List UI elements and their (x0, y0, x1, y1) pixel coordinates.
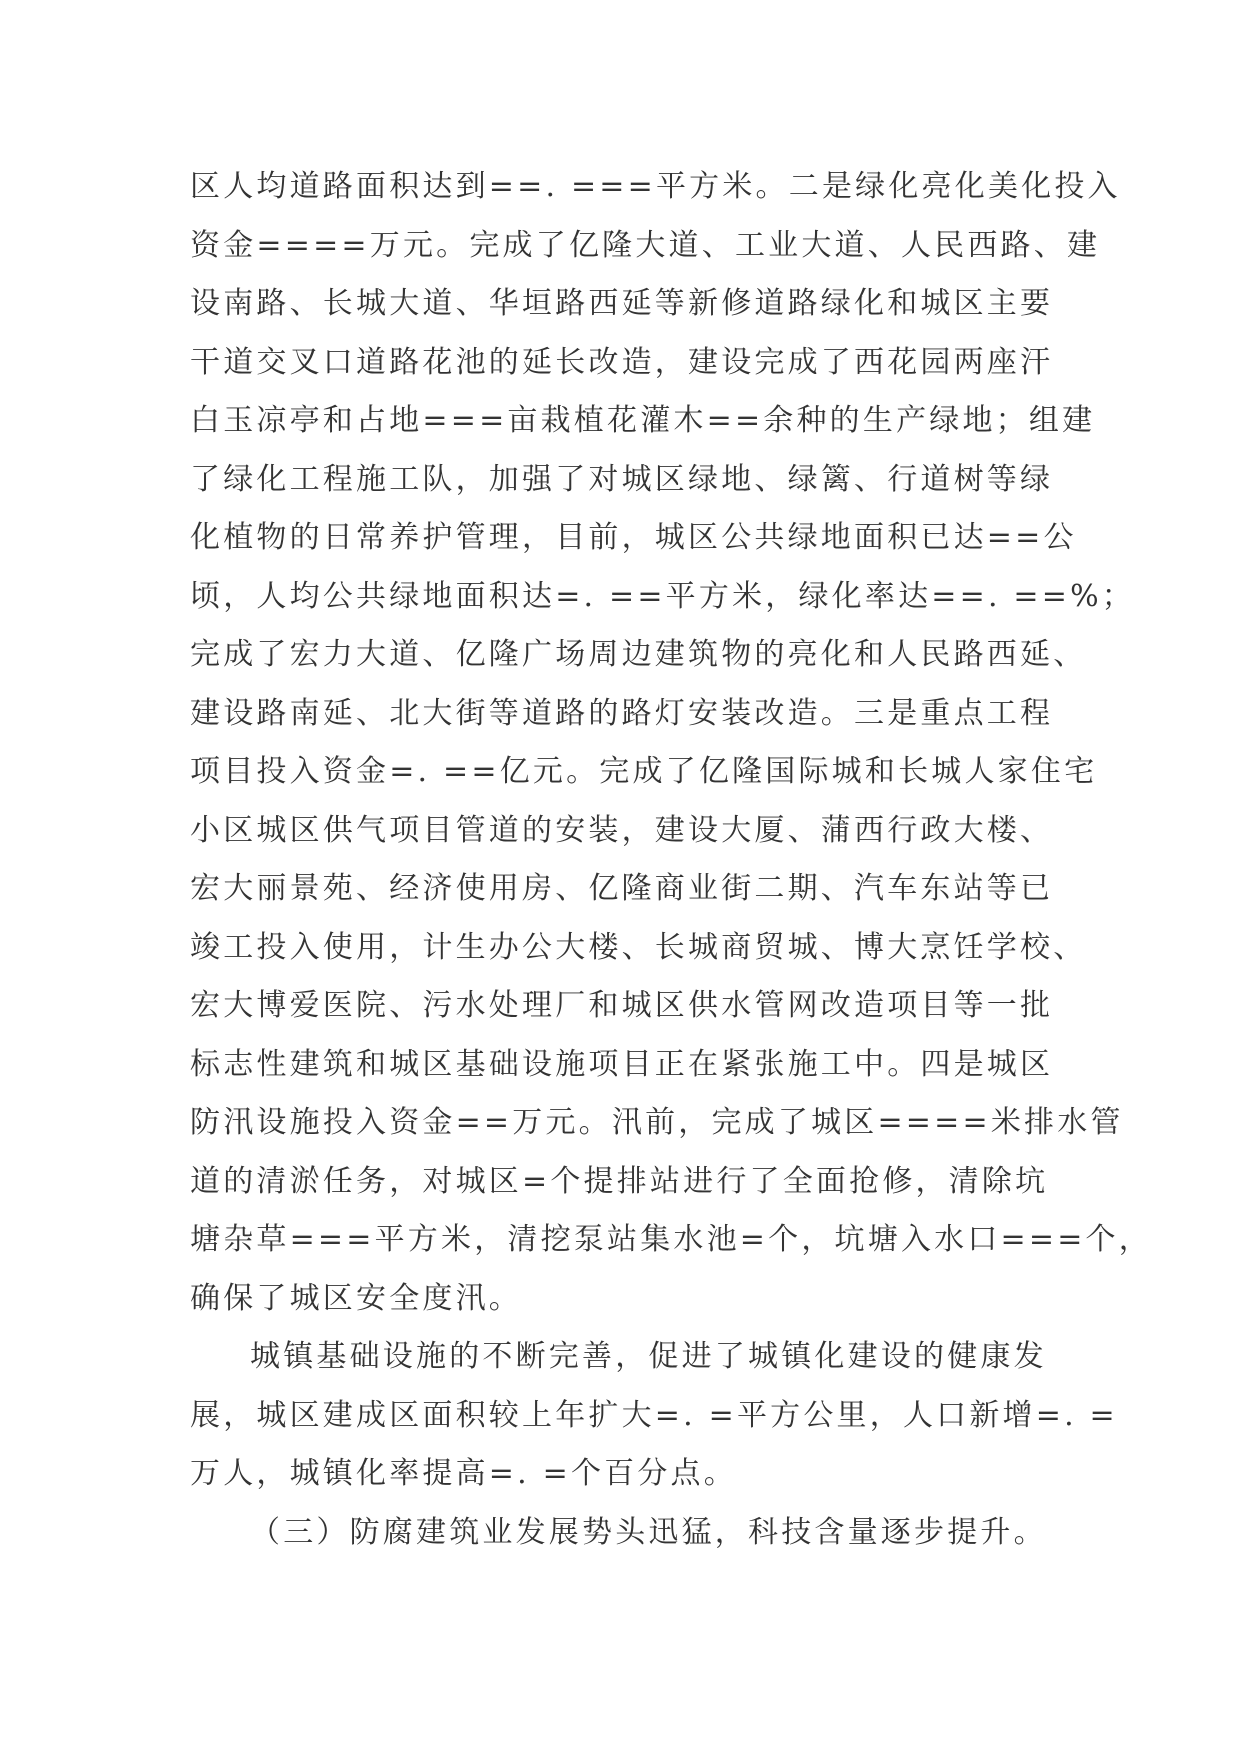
text-line: 化植物的日常养护管理，目前，城区公共绿地面积已达==公 (190, 520, 1077, 555)
text-line: 确保了城区安全度汛。 (190, 1280, 522, 1316)
text-line: 设南路、长城大道、华垣路西延等新修道路绿化和城区主要 (190, 286, 1054, 321)
text-line: 标志性建筑和城区基础设施项目正在紧张施工中。四是城区 (190, 1046, 1054, 1082)
text-line: 白玉凉亭和占地===亩栽植花灌木==余种的生产绿地；组建 (190, 403, 1096, 438)
text-line: 干道交叉口道路花池的延长改造，建设完成了西花园两座汗 (190, 344, 1054, 380)
text-line: 区人均道路面积达到==. ===平方米。二是绿化亮化美化投入 (190, 169, 1121, 204)
text-line: 道的清淤任务，对城区=个提排站进行了全面抢修，清除坑 (190, 1163, 1049, 1199)
text-line: 展，城区建成区面积较上年扩大=. =平方公里，人口新增=. = (190, 1397, 1118, 1433)
text-line: 完成了宏力大道、亿隆广场周边建筑物的亮化和人民路西延、 (190, 637, 1087, 672)
body-text (190, 158, 1152, 1562)
paragraph-start-line: 城镇基础设施的不断完善，促进了城镇化建设的健康发 (250, 1339, 1047, 1374)
text-line: 项目投入资金=. ==亿元。完成了亿隆国际城和长城人家住宅 (190, 754, 1098, 789)
text-line: 小区城区供气项目管道的安装，建设大厦、蒲西行政大楼、 (190, 812, 1054, 848)
text-line: 顷，人均公共绿地面积达=. ==平方米，绿化率达==. ==%； (190, 578, 1136, 614)
text-line: 宏大丽景苑、经济使用房、亿隆商业街二期、汽车东站等已 (190, 871, 1054, 906)
text-line: 了绿化工程施工队，加强了对城区绿地、绿篱、行道树等绿 (190, 461, 1054, 497)
text-line: 竣工投入使用，计生办公大楼、长城商贸城、博大烹饪学校、 (190, 929, 1087, 965)
text-line: 塘杂草===平方米，清挖泵站集水池=个，坑塘入水口===个， (190, 1222, 1152, 1257)
text-line: 建设路南延、北大街等道路的路灯安装改造。三是重点工程 (190, 695, 1054, 731)
text-line: 防汛设施投入资金==万元。汛前，完成了城区====米排水管 (190, 1105, 1124, 1140)
text-line: 万人，城镇化率提高=. =个百分点。 (190, 1456, 737, 1491)
section-heading: （三）防腐建筑业发展势头迅猛，科技含量逐步提升。 (250, 1514, 1047, 1550)
text-line: 宏大博爱医院、污水处理厂和城区供水管网改造项目等一批 (190, 988, 1054, 1023)
text-line: 资金====万元。完成了亿隆大道、工业大道、人民西路、建 (190, 227, 1101, 263)
